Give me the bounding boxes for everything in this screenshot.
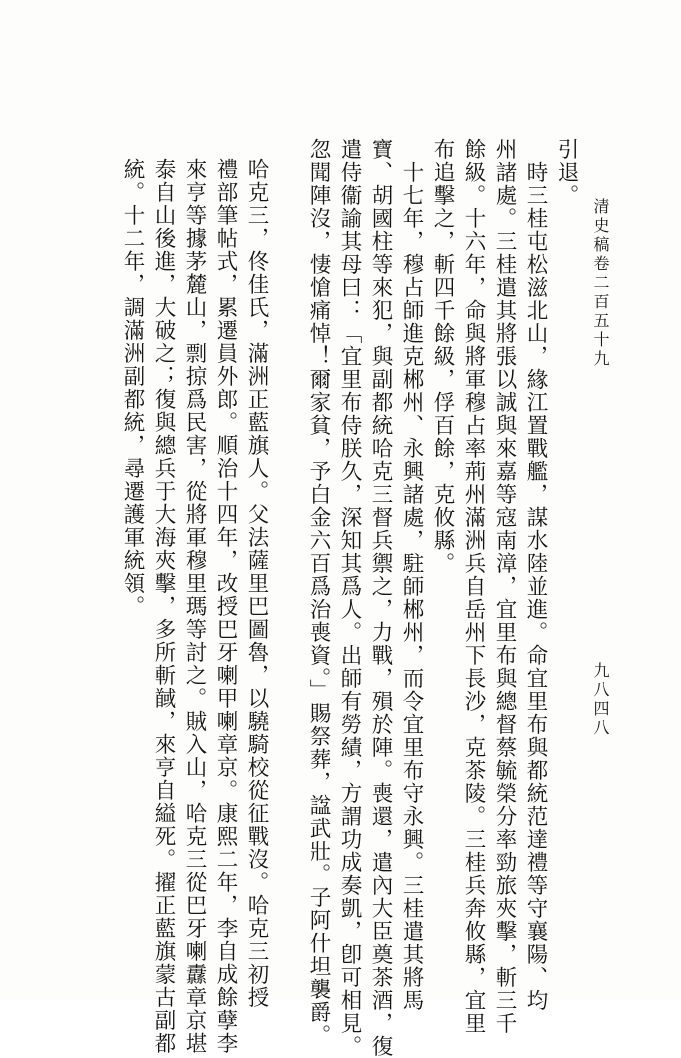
text-column: 引退。 [554, 138, 579, 207]
text-column: 遣侍衞諭其母曰：「宜里布侍朕久，深知其爲人。出師有勞績，方謂功成奏凱，卽可相見。 [337, 138, 362, 1058]
text-column: 哈克三，佟佳氏，滿洲正藍旗人。父法薩里巴圖魯，以驍騎校從征戰沒。哈克三初授 [244, 158, 269, 1009]
text-column: 寶、胡國柱等來犯，與副都統哈克三督兵禦之，力戰，殞於陣。喪還，遣內大臣奠茶酒，復 [368, 138, 393, 1058]
text-column: 州諸處。三桂遣其將張以誠與來嘉等寇南漳，宜里布與總督蔡毓榮分率勁旅夾擊，斬三千 [492, 138, 517, 1035]
page-number: 九八四八 [591, 662, 610, 738]
biography-continuation [303, 138, 582, 1058]
text-column: 餘級。十六年，命與將軍穆占率荊州滿洲兵自岳州下長沙，克茶陵。三桂兵奔攸縣，宜里 [461, 138, 486, 1035]
text-column: 來亨等據茅麓山，剽掠爲民害，從將軍穆里瑪等討之。賊入山，哈克三從巴牙喇纛章京堪 [182, 158, 207, 1055]
text-column: 十七年，穆占師進克郴州、永興諸處，駐師郴州，而令宜里布守永興。三桂遣其將馬 [399, 138, 424, 1012]
text-column: 布追擊之，斬四千餘級，俘百餘，克攸縣。 [430, 138, 455, 575]
text-column: 泰自山後進，大破之；復與總兵于大海夾擊，多所斬馘，來亨自縊死。擢正藍旗蒙古副都 [151, 158, 176, 1055]
text-column: 禮部筆帖式，累遷員外郎。順治十四年，改授巴牙喇甲喇章京。康熙二年，李自成餘孽李 [213, 158, 238, 1055]
text-column: 忽聞陣沒，悽愴痛悼！爾家貧，予白金六百爲治喪資。」賜祭葬，諡武壯。子阿什坦襲爵。 [306, 138, 331, 1048]
text-column: 統。十二年，調滿洲副都統，尋遷護軍統領。 [120, 158, 145, 618]
running-title: 清史稿卷二百五十九 [591, 198, 610, 369]
text-column: 時三桂屯松滋北山，緣江置戰艦，謀水陸並進。命宜里布與都統范達禮等守襄陽、均 [523, 138, 548, 1012]
biography-hakesan [117, 158, 272, 1055]
